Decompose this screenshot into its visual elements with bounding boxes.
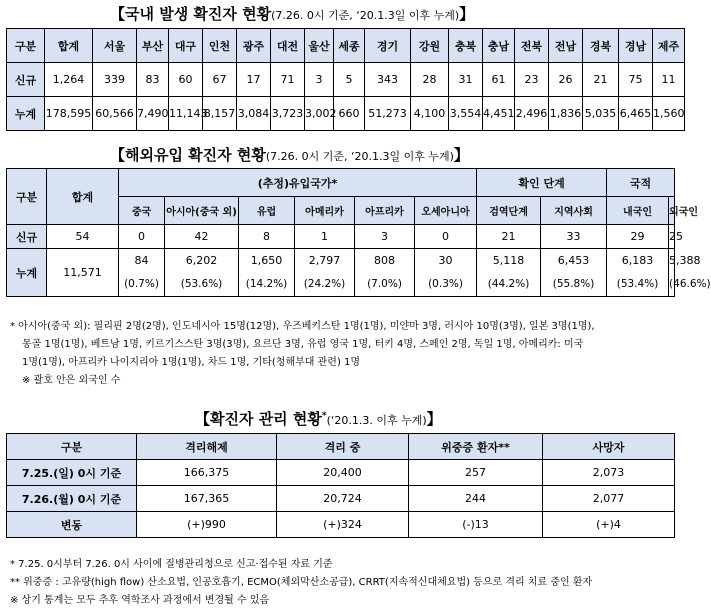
percent-cell: (55.8%) [541,273,607,297]
table-cell: 71 [271,63,305,97]
row-label: 신규 [7,225,47,249]
row-label: 7.25.(일) 0시 기준 [7,460,137,486]
table-cell: 339 [93,63,137,97]
table-cell: 21 [477,225,541,249]
table-cell: 60,566 [93,97,137,131]
footnote-2: ** 위중증 : 고유량(high flow) 산소요법, 인공호흡기, ECMO(체외막산소공급), CRRT(지속적신대체요법) 등으로 격리 치료 중인 환자 [10,577,593,588]
table-cell: 3,002 [305,97,334,131]
table-cell: 4,451 [483,97,515,131]
table-cell: 1 [295,225,355,249]
table-row [7,512,675,538]
table-cell: 167,365 [137,486,277,512]
management-header-row [7,434,675,460]
row-label: 7.26.(월) 0시 기준 [7,486,137,512]
domestic-header-cell: 서울 [93,29,137,63]
overseas-sub-header: 지역사회 [541,197,607,225]
table-cell: 178,595 [45,97,93,131]
overseas-h-nation: 국적 [607,169,675,197]
footnote-1: * 7.25. 0시부터 7.26. 0시 사이에 질병관리청으로 신고·접수된 자료 기준 [10,559,333,570]
table-cell: 808 [355,249,415,273]
table-cell: 67 [203,63,237,97]
table-row [7,249,675,273]
table-cell: 11,143 [169,97,203,131]
table-cell: 75 [619,63,653,97]
percent-cell: (53.4%) [607,273,669,297]
table-row [7,460,675,486]
table-cell: 0 [415,225,477,249]
table-cell: 2,077 [543,486,675,512]
table-cell: 6,202 [165,249,239,273]
table-cell: 3 [305,63,334,97]
domestic-header-cell: 전남 [549,29,583,63]
table-cell: 7,490 [137,97,169,131]
domestic-header-cell: 광주 [237,29,271,63]
table-row [7,225,675,249]
domestic-header-cell: 세종 [334,29,365,63]
table-cell: 17 [237,63,271,97]
table-row [7,63,685,97]
row-label: 누계 [7,97,45,131]
table-cell: 31 [449,63,483,97]
table-cell: 51,273 [365,97,411,131]
overseas-h-total: 합계 [47,169,119,225]
overseas-sub-header: 유럽 [239,197,295,225]
table-cell: 0 [119,225,165,249]
table-cell: 1,836 [549,97,583,131]
table-cell: 28 [411,63,449,97]
overseas-h-confirm: 확인 단계 [477,169,607,197]
table-cell: 244 [409,486,543,512]
table-cell: 8 [239,225,295,249]
domestic-header-cell: 충북 [449,29,483,63]
management-header-cell: 격리 중 [277,434,409,460]
domestic-header-cell: 대전 [271,29,305,63]
table-cell: 23 [515,63,549,97]
table-cell: 3,084 [237,97,271,131]
table-cell: 1,264 [45,63,93,97]
table-cell: 60 [169,63,203,97]
percent-cell: (7.0%) [355,273,415,297]
note-line-4: ※ 괄호 안은 외국인 수 [22,375,121,386]
overseas-sub-header: 오세아니아 [415,197,477,225]
overseas-title: 【해외유입 확진자 현황(7.26. 0시 기준, ‘20.1.3일 이후 누계)】 [110,146,469,164]
domestic-header-cell: 인천 [203,29,237,63]
table-cell: 343 [365,63,411,97]
table-cell: 8,157 [203,97,237,131]
domestic-header-cell: 울산 [305,29,334,63]
overseas-sub-header: 내국인 [607,197,669,225]
overseas-sub-header: 아메리카 [295,197,355,225]
overseas-h-category: 구분 [7,169,47,225]
table-cell: 1,560 [653,97,685,131]
domestic-header-cell: 경기 [365,29,411,63]
table-cell: (+)4 [543,512,675,538]
domestic-header-cell: 경북 [583,29,619,63]
table-cell: 3,554 [449,97,483,131]
table-cell: (-)13 [409,512,543,538]
overseas-sub-header: 검역단계 [477,197,541,225]
percent-cell: (44.2%) [477,273,541,297]
note-line-3: 1명(1명), 아프리카 나이지리아 1명(1명), 차드 1명, 기타(청해부대 관련) 1명 [22,357,361,368]
table-cell: 2,496 [515,97,549,131]
management-header-cell: 위중증 환자** [409,434,543,460]
table-cell: 42 [165,225,239,249]
table-cell: 660 [334,97,365,131]
management-header-cell: 격리해제 [137,434,277,460]
table-cell: (+)324 [277,512,409,538]
table-cell: 26 [549,63,583,97]
table-cell: 21 [583,63,619,97]
table-cell: 3,723 [271,97,305,131]
table-cell: 11 [653,63,685,97]
overseas-sub-header: 외국인 [669,197,675,225]
domestic-header-cell: 전북 [515,29,549,63]
overseas-sub-header: 중국 [119,197,165,225]
domestic-header-cell: 제주 [653,29,685,63]
table-row [7,97,685,131]
table-cell: 33 [541,225,607,249]
table-cell: 29 [607,225,669,249]
table-cell: 2,073 [543,460,675,486]
row-label: 신규 [7,63,45,97]
overseas-table [6,168,711,297]
table-cell: 6,183 [607,249,669,273]
overseas-sub-header: 아프리카 [355,197,415,225]
table-cell: 2,797 [295,249,355,273]
domestic-table [6,28,685,131]
row-label: 변동 [7,512,137,538]
table-cell: 3 [355,225,415,249]
table-cell: 257 [409,460,543,486]
percent-cell: (53.6%) [165,273,239,297]
domestic-header-cell: 충남 [483,29,515,63]
note-line-2: 몽골 1명(1명), 베트남 1명, 키르기스스탄 3명(3명), 요르단 3명, 유럽 영국 1명, 터키 4명, 스페인 2명, 독일 1명, 아메리카: 미국 [22,339,584,350]
percent-cell: (14.2%) [239,273,295,297]
management-header-cell: 구분 [7,434,137,460]
percent-cell: (0.7%) [119,273,165,297]
overseas-h-country: (추정)유입국가* [119,169,477,197]
footnote-3: ※ 상기 통계는 모두 추후 역학조사 과정에서 변경될 수 있음 [10,595,270,606]
table-cell: 83 [137,63,169,97]
table-cell: 61 [483,63,515,97]
table-cell: 25 [669,225,675,249]
domestic-header-cell: 대구 [169,29,203,63]
management-title: 【확진자 관리 현황*(‘20.1.3. 이후 누계)】 [195,410,442,428]
percent-cell: (24.2%) [295,273,355,297]
table-cell: 20,400 [277,460,409,486]
table-cell: 11,571 [47,249,119,297]
note-line-1: * 아시아(중국 외): 필리핀 2명(2명), 인도네시아 15명(12명), 우즈베키스탄 1명(1명), 미얀마 3명, 러시아 10명(3명), 일본 3명(1명), [10,321,595,332]
table-cell: 6,453 [541,249,607,273]
domestic-header-cell: 합계 [45,29,93,63]
table-cell: 4,100 [411,97,449,131]
table-cell: 6,465 [619,97,653,131]
management-header-cell: 사망자 [543,434,675,460]
domestic-header-cell: 구분 [7,29,45,63]
domestic-header-cell: 부산 [137,29,169,63]
row-label: 누계 [7,249,47,297]
table-cell: 1,650 [239,249,295,273]
table-cell: 166,375 [137,460,277,486]
domestic-header-cell: 경남 [619,29,653,63]
table-row [7,486,675,512]
table-cell: 5,035 [583,97,619,131]
table-cell: 5 [334,63,365,97]
table-cell: 84 [119,249,165,273]
management-table [6,433,675,538]
table-cell: 30 [415,249,477,273]
percent-cell: (46.6%) [669,273,675,297]
table-cell: 20,724 [277,486,409,512]
percent-cell: (0.3%) [415,273,477,297]
table-cell: 5,118 [477,249,541,273]
domestic-header-row [7,29,685,63]
domestic-title: 【국내 발생 확진자 현황(7.26. 0시 기준, ‘20.1.3일 이후 누계)】 [110,5,475,23]
table-cell: (+)990 [137,512,277,538]
table-cell: 5,388 [669,249,675,273]
table-cell: 54 [47,225,119,249]
domestic-header-cell: 강원 [411,29,449,63]
overseas-sub-header: 아시아(중국 외) [165,197,239,225]
